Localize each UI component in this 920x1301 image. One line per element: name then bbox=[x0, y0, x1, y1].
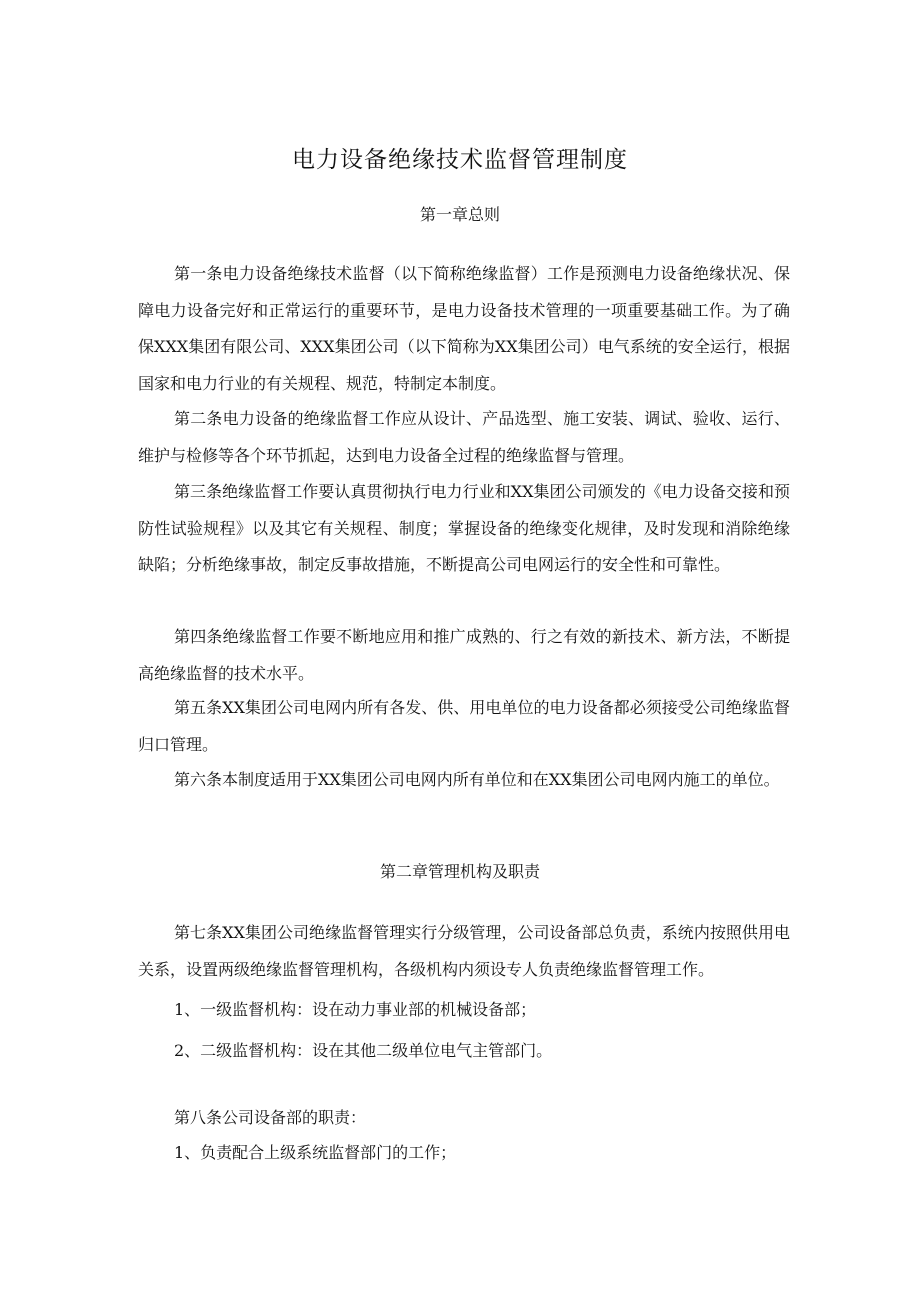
chapter-heading: 第二章管理机构及职责 bbox=[379, 862, 540, 881]
document-title: 电力设备绝缘技术监督管理制度 bbox=[292, 147, 628, 173]
article-4: 第四条绝缘监督工作要不断地应用和推广成熟的、行之有效的新技术、新方法，不断提高绝缘监督的技术水平。 bbox=[138, 627, 790, 683]
article-5: 第五条XX集团公司电网内所有各发、供、用电单位的电力设备都必须接受公司绝缘监督归口管理。 bbox=[138, 698, 790, 754]
article-1: 第一条电力设备绝缘技术监督（以下简称绝缘监督）工作是预测电力设备绝缘状况、保障电力设备完好和正常运行的重要环节，是电力设备技术管理的一项重要基础工作。为了确保XXX集团有限公司、XXX集团公司（以下简称为XX集团公司）电气系统的安全运行，根据国家和电力行业的有关规程、规范，特制定本制度。 bbox=[138, 264, 790, 393]
list-item: 2、二级监督机构：设在其他二级单位电气主管部门。 bbox=[174, 1041, 553, 1060]
article-7: 第七条XX集团公司绝缘监督管理实行分级管理，公司设备部总负责，系统内按照供用电关系，设置两级绝缘监督管理机构，各级机构内须设专人负责绝缘监督管理工作。 bbox=[138, 923, 790, 979]
article-6: 第六条本制度适用于XX集团公司电网内所有单位和在XX集团公司电网内施工的单位。 bbox=[174, 770, 780, 789]
chapter-heading: 第一章总则 bbox=[419, 205, 500, 224]
article-8: 第八条公司设备部的职责： bbox=[174, 1108, 367, 1127]
article-2: 第二条电力设备的绝缘监督工作应从设计、产品选型、施工安装、调试、验收、运行、维护与检修等各个环节抓起，达到电力设备全过程的绝缘监督与管理。 bbox=[138, 409, 790, 465]
list-item: 1、一级监督机构：设在动力事业部的机械设备部； bbox=[174, 1000, 537, 1019]
article-3: 第三条绝缘监督工作要认真贯彻执行电力行业和XX集团公司颁发的《电力设备交接和预防性试验规程》以及其它有关规程、制度；掌握设备的绝缘变化规律，及时发现和消除绝缘缺陷；分析绝缘事故，制定反事故措施，不断提高公司电网运行的安全性和可靠性。 bbox=[138, 482, 790, 574]
list-item: 1、负责配合上级系统监督部门的工作； bbox=[174, 1143, 457, 1162]
